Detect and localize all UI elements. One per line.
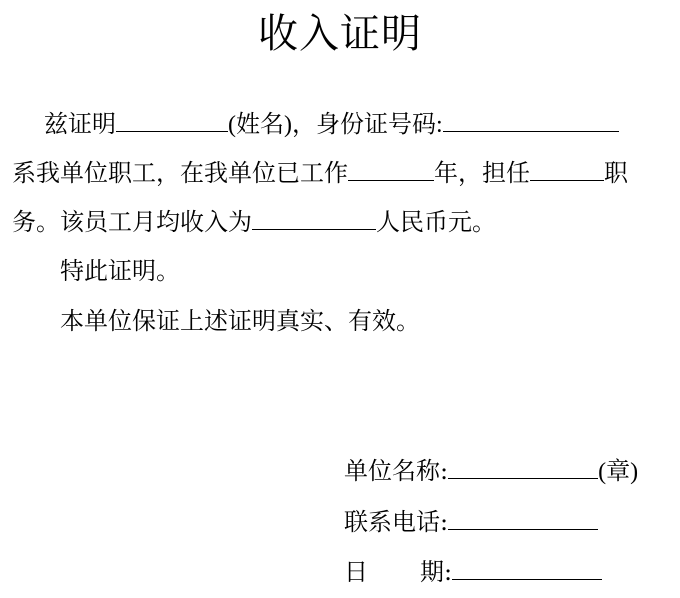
date-label-day: 日 [344, 558, 368, 586]
guarantee-statement: 本单位保证上述证明真实、有效。 [60, 307, 420, 335]
position-blank[interactable] [530, 160, 604, 181]
position-suffix: 职 [604, 159, 628, 187]
currency-text: 人民币元。 [376, 208, 496, 236]
certify-closing: 特此证明。 [60, 257, 180, 285]
years-unit-text: 年，担任 [434, 159, 530, 187]
income-text: 务。该员工月均收入为 [12, 208, 252, 236]
name-hint: (姓名)，身份证号码: [228, 112, 443, 138]
unit-name-row [344, 456, 638, 487]
certify-line-1 [44, 109, 619, 140]
income-blank[interactable] [252, 209, 376, 230]
date-blank[interactable] [452, 559, 602, 580]
seal-hint: (章) [598, 459, 639, 485]
certify-line-2 [12, 158, 628, 188]
phone-label: 联系电话: [344, 508, 449, 536]
years-blank[interactable] [348, 160, 434, 181]
certify-line-3 [12, 207, 496, 237]
name-blank[interactable] [116, 111, 228, 132]
date-label-period: 期: [420, 558, 453, 586]
document-title: 收入证明 [258, 11, 422, 57]
phone-blank[interactable] [448, 509, 598, 530]
id-number-blank[interactable] [443, 111, 619, 132]
certify-prefix: 兹证明 [44, 110, 116, 138]
unit-name-label: 单位名称: [344, 457, 449, 485]
employment-text: 系我单位职工，在我单位已工作 [12, 159, 348, 187]
unit-name-blank[interactable] [448, 458, 598, 479]
phone-row [344, 507, 598, 537]
date-row [344, 557, 602, 587]
